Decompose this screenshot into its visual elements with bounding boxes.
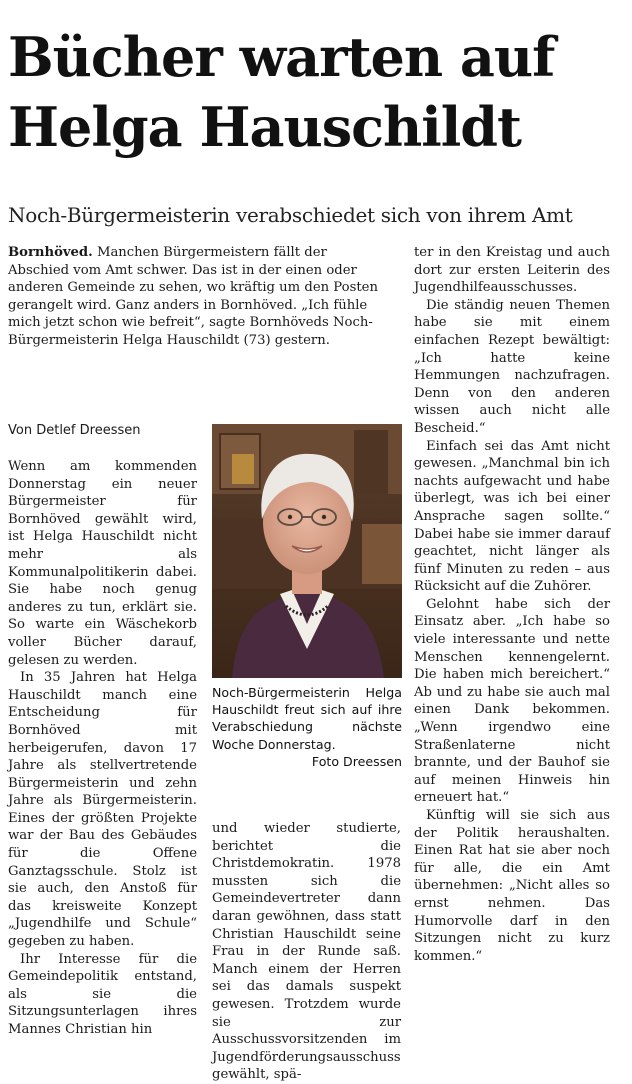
body-paragraph: Wenn am kommenden Donnerstag ein neuer Bürgermeister für Bornhöved gewählt wird, ist Helga Hauschildt nicht mehr als Kommunalpolitikerin dabei. Sie habe noch genug anderes zu tun, erklärt sie. So warte ein Wäschekorb voller Bücher darauf, gelesen zu werden.	[8, 459, 197, 668]
column-3	[414, 244, 610, 965]
byline: Von Detlef Dreessen	[8, 423, 141, 438]
body-paragraph: Künftig will sie sich aus der Politik heraushalten. Einen Rat hat sie aber noch für alle, die ein Amt übernehmen: „Nicht alles so ernst nehmen. Das Humorvolle darf in den Sitzungen nicht zu kurz kommen.“	[414, 808, 610, 964]
body-paragraph: und wieder studierte, berichtet die Christdemokratin. 1978 mussten sich die Gemeindevertreter dann daran gewöhnen, dass statt Christian Hauschildt seine Frau in der Runde saß. Manch einem der Herren sei das damals suspekt gewesen. Trotzdem wurde sie zur Ausschussvorsitzenden im Jugendförderungsausschuss gewählt, spä-	[212, 821, 401, 1083]
photo-credit: Foto Dreessen	[311, 753, 402, 769]
lead-paragraph	[8, 244, 385, 350]
body-paragraph: In 35 Jahren hat Helga Hauschildt manch eine Entscheidung für Bornhöved mit herbeigerufen, davon 17 Jahre als stellvertretende Bürgermeisterin und zehn Jahre als Bürgermeisterin. Eines der größten Projekte war der Bau des Gebäudes für die Offene Ganztagsschule. Stolz ist sie auch, den Anstoß für das kreisweite Konzept „Jugendhilfe und Schule“ gegeben zu haben.	[8, 670, 197, 950]
body-paragraph: Die ständig neuen Themen habe sie mit einem einfachen Rezept bewältigt: „Ich hatte keine Hemmungen nachzufragen. Denn von den anderen wissen auch nicht alle Bescheid.“	[414, 297, 610, 436]
column-1	[8, 458, 197, 1039]
headline: Bücher warten auf Helga Hauschildt	[8, 25, 555, 159]
body-paragraph: Ihr Interesse für die Gemeindepolitik entstand, als sie die Sitzungsunterlagen ihres Mannes Christian hin	[8, 951, 197, 1037]
lead-text: Manchen Bürgermeistern fällt der Abschied vom Amt schwer. Das ist in der einen oder anderen Gemeinde zu sehen, wo kräftig um den Posten gerangelt wird. Ganz anders in Bornhöved. „Ich fühle mich jetzt schon wie befreit“, sagte Bornhöveds Noch-Bürgermeisterin Helga Hauschildt (73) gestern.	[8, 245, 378, 348]
portrait-photo	[212, 424, 402, 678]
photo-caption	[212, 684, 402, 770]
caption-text: Noch-Bürgermeisterin Helga Hauschildt freut sich auf ihre Verabschiedung nächste Woche Donnerstag.	[212, 685, 402, 752]
dateline: Bornhöved.	[8, 245, 93, 260]
body-paragraph: ter in den Kreistag und auch dort zur ersten Leiterin des Jugendhilfeausschusses.	[414, 245, 610, 296]
body-paragraph: Einfach sei das Amt nicht gewesen. „Manchmal bin ich nachts aufgewacht und habe überlegt, was ich bei einer Ansprache sagen sollte.“ Dabei habe sie immer darauf geachtet, nicht länger als fünf Minuten zu reden – aus Rücksicht auf die Zuhörer.	[414, 438, 610, 595]
body-paragraph: Gelohnt habe sich der Einsatz aber. „Ich habe so viele interessante und nette Menschen kennengelernt. Die haben mich bereichert.“ Ab und zu habe sie auch mal einen Dank bekommen. „Wenn irgendwo eine Straßenlaterne nicht brannte, und der Bauhof sie auf meinen Hinweis hin erneuert hat.“	[414, 596, 610, 806]
column-2	[212, 820, 401, 1084]
subheadline: Noch-Bürgermeisterin verabschiedet sich von ihrem Amt	[8, 203, 573, 227]
